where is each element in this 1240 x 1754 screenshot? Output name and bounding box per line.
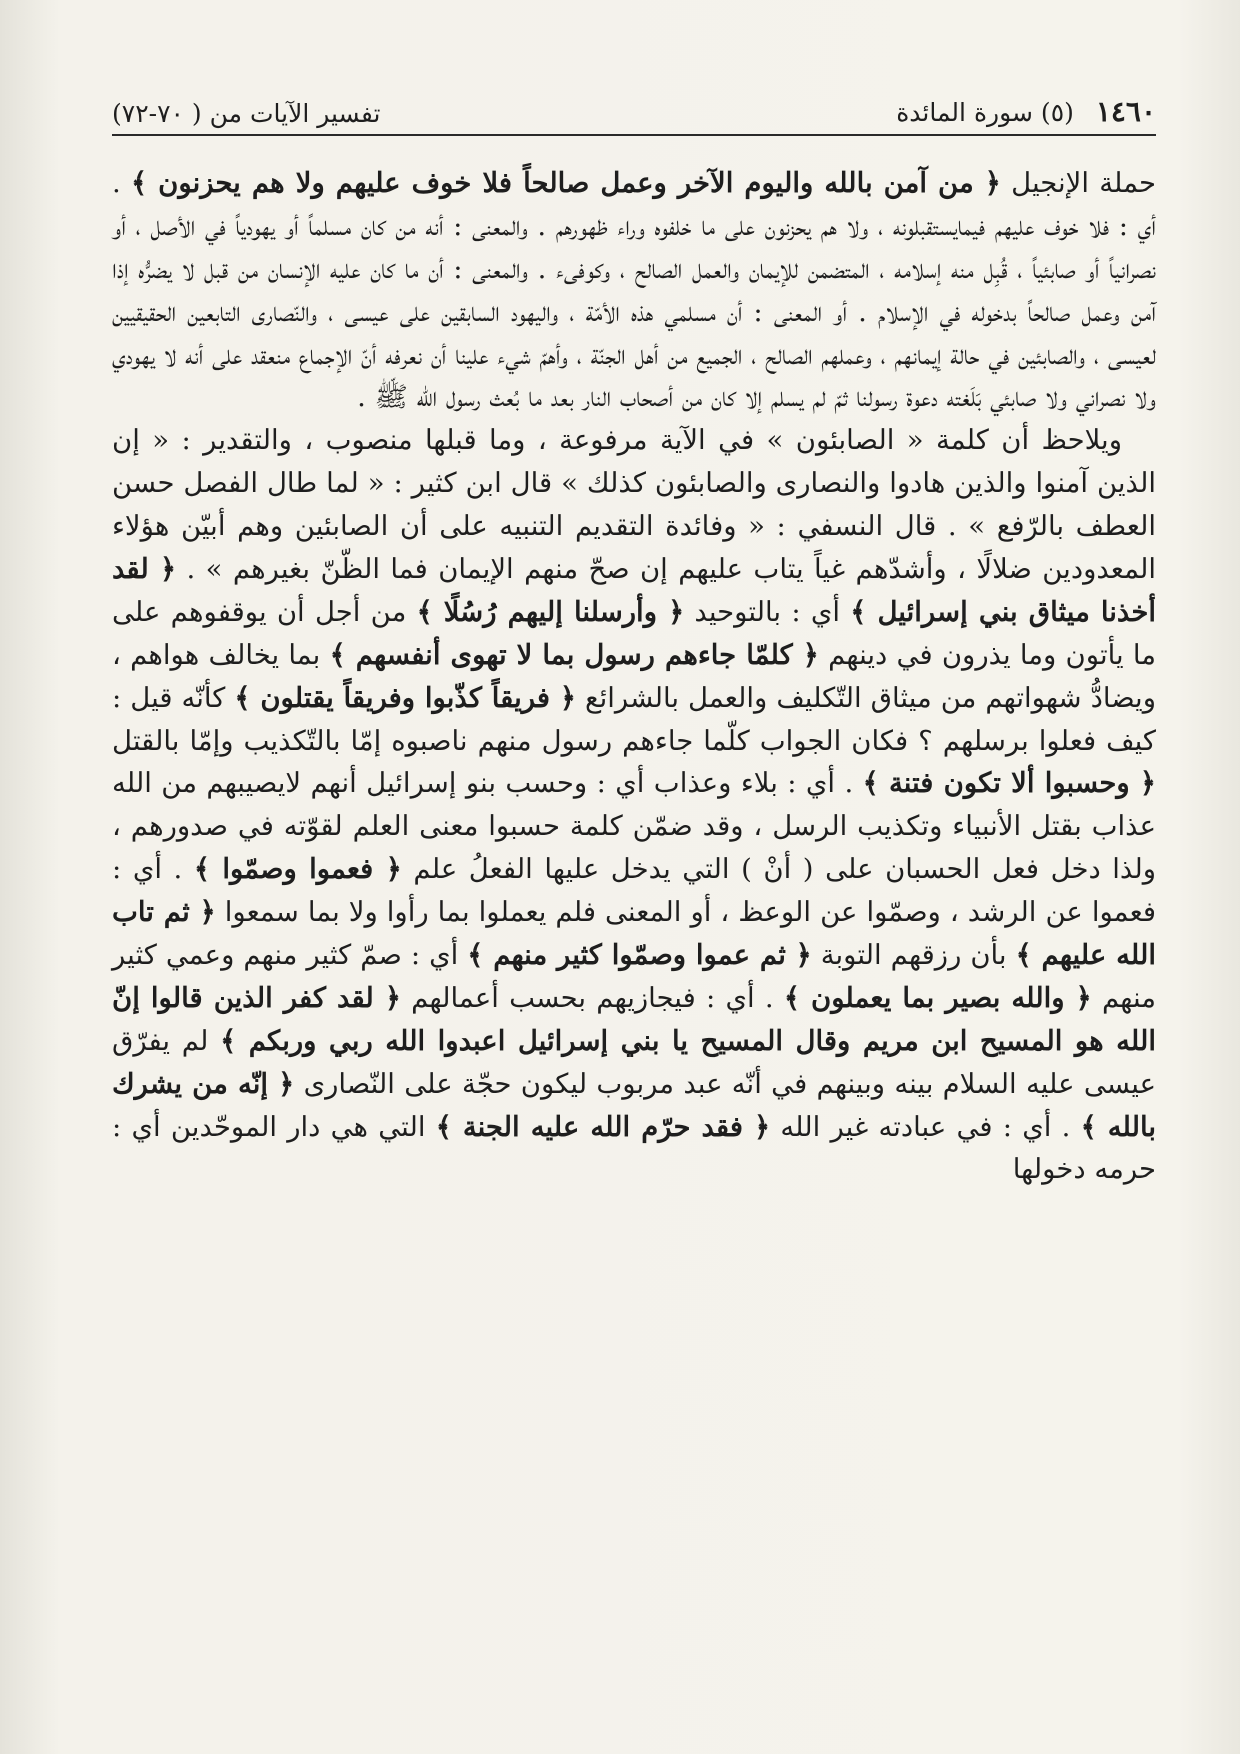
- commentary-text: . أي : فيجازيهم بحسب أعمالهم: [400, 981, 784, 1014]
- quran-verse: ﴿ إنّه من يشرك بالله ﴾: [112, 1067, 1156, 1143]
- commentary-text: . أي : فلا خوف عليهم فيمايستقبلونه ، ولا هم يحزنون على ما خلفوه وراء ظهورهم . والمعنى : أنه من كان مسلماً أو يهودياً في الأصل ، أو نصرانياً أو صابئياً ، قُبِل منه إسلامه ، المتضمن للإيمان والعمل الصالح ، وكوفىء . والمعنى : أن ما كان عليه الإنسان من قبل لا يضرُّه إذا آمن وعمل صالحاً بدخوله في الإسلام . أو المعنى : أن مسلمي هذه الأمّة ، واليهود السابقين على عيسى ، والنّصارى التابعين الحقيقيين لعيسى ، والصابئين في حالة إيمانهم ، وعملهم الصالح ، الجميع من أهل الجنّة ، وأهمّ شيء علينا أن نعرفه أنّ الإجماع منعقد على أنه لا يهودي ولا نصراني ولا صابئي بَلَغته دعوة رسولنا ثمّ لم يسلم إلا كان من أصحاب النار بعد ما بُعث رسول الله ﷺ .: [112, 167, 1156, 414]
- quran-verse: ﴿ ثم تاب الله عليهم ﴾: [112, 896, 1156, 972]
- commentary-text: التي هي دار الموحّدين أي : حرمه دخولها: [112, 1110, 1156, 1186]
- running-header: [112, 88, 1156, 136]
- quran-verse: ﴿ فعموا وصمّوا ﴾: [193, 853, 402, 886]
- quran-verse: ﴿ فقد حرّم الله عليه الجنة ﴾: [435, 1110, 771, 1143]
- quran-verse: ﴿ وحسبوا ألا تكون فتنة ﴾: [862, 767, 1156, 800]
- commentary-text: . أي : فعموا عن الرشد ، وصمّوا عن الوعظ ، أو المعنى فلم يعملوا بما رأوا ولا بما سمعوا: [112, 853, 1156, 929]
- page-number: ١٤٦٠: [1095, 95, 1156, 128]
- commentary-text: ويلاحظ أن كلمة « الصابئون » في الآية مرفوعة ، وما قبلها منصوب ، والتقدير : « إن الذين آمنوا والذين هادوا والنصارى والصابئون كذلك » قال ابن كثير : « لما طال الفصل حسن العطف بالرّفع » . قال النسفي : « وفائدة التقديم التنبيه على أن الصابئين وهم أبيّن هؤلاء المعدودين ضلالًا ، وأشدّهم غياً يتاب عليهم إن صحّ منهم الإيمان فما الظّنّ بغيرهم » .: [112, 424, 1156, 586]
- commentary-text: أي : صمّ كثير منهم وعمي كثير منهم: [112, 939, 1157, 1014]
- header-right: [896, 95, 1156, 134]
- quran-verse: ﴿ فريقاً كذّبوا وفريقاً يقتلون ﴾: [234, 681, 576, 714]
- quran-verse: ﴿ وأرسلنا إليهم رُسُلًا ﴾: [416, 595, 685, 628]
- commentary-text: لم يفرّق عيسى عليه السلام بينه وبينهم في أنّه عبد مربوب ليكون حجّة على النّصارى: [112, 1024, 1156, 1100]
- quran-verse: ﴿ كلمّا جاءهم رسول بما لا تهوى أنفسهم ﴾: [329, 638, 819, 671]
- quran-verse: ﴿ لقد أخذنا ميثاق بني إسرائيل ﴾: [112, 553, 1156, 628]
- commentary-text: كأنّه قيل : كيف فعلوا برسلهم ؟ فكان الجواب كلّما جاءهم رسول منهم ناصبوه إمّا بالتّكذيب وإمّا بالقتل: [112, 681, 1156, 757]
- surah-label: (٥) سورة المائدة: [896, 98, 1074, 127]
- commentary-text: من أجل أن يوقفوهم على ما يأتون وما يذرون في دينهم: [112, 595, 1156, 671]
- paragraph: [112, 419, 1156, 1191]
- paragraph: [112, 162, 1156, 419]
- quran-verse: ﴿ من آمن بالله واليوم الآخر وعمل صالحاً فلا خوف عليهم ولا هم يحزنون ﴾: [130, 167, 1001, 199]
- commentary-text: . أي : في عبادته غير الله: [770, 1110, 1081, 1143]
- quran-verse: ﴿ ثم عموا وصمّوا كثير منهم ﴾: [467, 939, 812, 972]
- quran-verse: ﴿ لقد كفر الذين قالوا إنّ الله هو المسيح ابن مريم وقال المسيح يا بني إسرائيل اعبدوا الله ربي وربكم ﴾: [112, 981, 1157, 1057]
- section-title: تفسير الآيات من ( ٧٠-٧٢): [112, 99, 381, 128]
- commentary-text: بما يخالف هواهم ، ويضادُّ شهواتهم من ميثاق التّكليف والعمل بالشرائع: [112, 638, 1156, 714]
- commentary-text: . أي : بلاء وعذاب أي : وحسب بنو إسرائيل أنهم لايصيبهم من الله عذاب بقتل الأنبياء وتكذيب الرسل ، وقد ضمّن كلمة حسبوا معنى العلم لقوّته في صدورهم ، ولذا دخل فعل الحسبان على ( أنْ ) التي يدخل عليها الفعلُ علم: [112, 767, 1156, 886]
- page-body: [112, 162, 1156, 1191]
- quran-verse: ﴿ والله بصير بما يعملون ﴾: [783, 981, 1092, 1014]
- commentary-text: أي : بالتوحيد: [684, 595, 851, 628]
- commentary-text: بأن رزقهم التوبة: [811, 939, 1016, 972]
- commentary-text: حملة الإنجيل: [1000, 167, 1156, 199]
